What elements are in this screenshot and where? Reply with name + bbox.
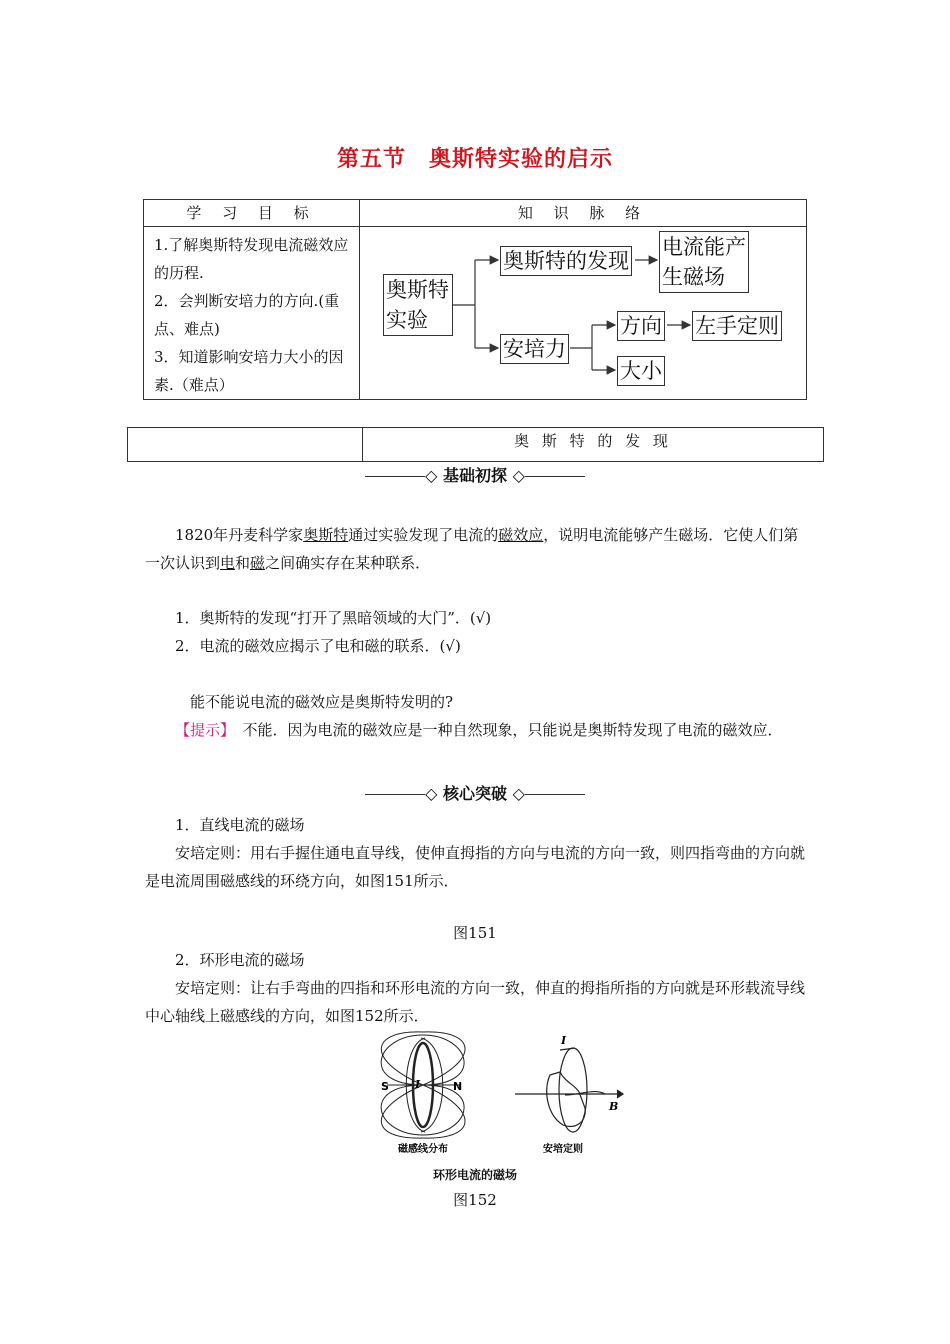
section-bar-label: 奥 斯 特 的 发 现 <box>363 428 824 462</box>
core-item-text: 安培定则：让右手弯曲的四指和环形电流的方向一致，伸直的拇指所指的方向就是环形载流导线中心轴线上磁感线的方向，如图152所示． <box>145 979 806 1025</box>
knowledge-map <box>360 227 807 400</box>
goal-item: 3．知道影响安培力大小的因素.（难点） <box>154 348 344 394</box>
label-i-right: I <box>561 1034 567 1047</box>
learning-goals-table <box>143 199 807 400</box>
map-node-magnitude: 大小 <box>617 356 665 386</box>
core-item-title: 2．环形电流的磁场 <box>175 951 305 969</box>
map-node-left-hand-rule: 左手定则 <box>692 311 782 341</box>
map-node-oersted-experiment: 奥斯特实验 <box>383 274 453 336</box>
label-n: N <box>453 1080 463 1093</box>
judgement-item: 2．电流的磁效应揭示了电和磁的联系．(√) <box>175 637 461 655</box>
hint-label: 【提示】 <box>175 721 228 739</box>
goal-item: 1.了解奥斯特发现电流磁效应的历程. <box>154 236 349 282</box>
figure-subtitle: 环形电流的磁场 <box>432 1168 517 1182</box>
label-b: B <box>609 1100 619 1113</box>
goals-header: 学 习 目 标 <box>144 200 360 227</box>
figure-caption: 图152 <box>453 1191 497 1209</box>
label-s: S <box>381 1080 389 1093</box>
map-node-current-field: 电流能产生磁场 <box>659 231 749 293</box>
goal-list <box>144 227 360 400</box>
section-bar <box>127 427 824 462</box>
knowledge-map-header: 知 识 脉 络 <box>360 200 807 227</box>
right-hand-icon <box>515 1048 623 1132</box>
figure-right-caption: 安培定则 <box>543 1144 583 1155</box>
core-item-title: 1．直线电流的磁场 <box>175 816 305 834</box>
page-title: 第五节 奥斯特实验的启示 <box>336 146 613 172</box>
basic-intro-paragraph: 1820年丹麦科学家奥斯特通过实验发现了电流的磁效应，说明电流能够产生磁场．它使人们第一次认识到电和磁之间确实存在某种联系． <box>145 526 799 572</box>
figure-caption: 图151 <box>453 924 497 942</box>
thinking-question: 能不能说电流的磁效应是奥斯特发明的? <box>190 693 454 711</box>
ring-current-figure <box>365 1030 635 1170</box>
section-heading-basic: ◇ 基础初探 ◇ <box>0 463 950 486</box>
map-node-oersted-discovery: 奥斯特的发现 <box>500 246 632 276</box>
figure-left-caption: 磁感线分布 <box>398 1144 448 1155</box>
hint-paragraph: 【提示】 不能．因为电流的磁效应是一种自然现象，只能说是奥斯特发现了电流的磁效应． <box>175 721 783 739</box>
label-i-left: I <box>415 1078 421 1091</box>
goal-item: 2．会判断安培力的方向.(重点、难点) <box>154 292 340 338</box>
judgement-item: 1．奥斯特的发现“打开了黑暗领域的大门”．(√) <box>175 609 492 627</box>
map-node-direction: 方向 <box>617 311 665 341</box>
map-node-ampere-force: 安培力 <box>500 334 569 364</box>
core-item-text: 安培定则：用右手握住通电直导线，使伸直拇指的方向与电流的方向一致，则四指弯曲的方向就是电流周围磁感线的环绕方向，如图151所示． <box>145 844 806 890</box>
section-heading-core: ◇ 核心突破 ◇ <box>0 781 950 804</box>
